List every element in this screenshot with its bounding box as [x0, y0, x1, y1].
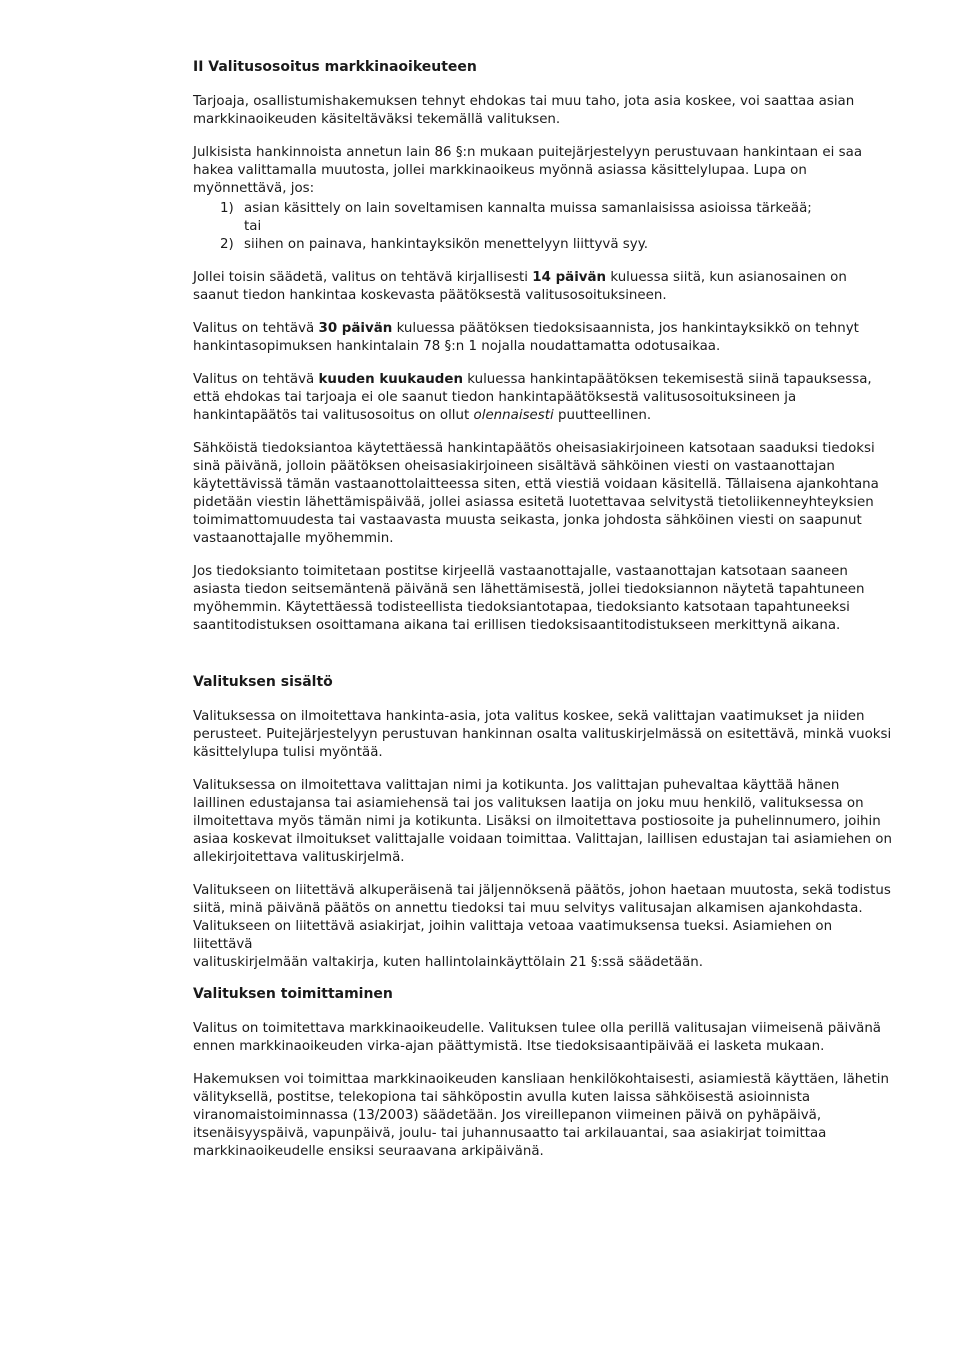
- para-6-months: [193, 371, 893, 425]
- list-item: [220, 200, 893, 218]
- document-title: II Valitusosoitus markkinaoikeuteen: [193, 59, 477, 75]
- condition-list: [193, 200, 893, 254]
- text-segment: Valitus on tehtävä: [193, 321, 319, 336]
- text-segment: Valitus on tehtävä: [193, 372, 319, 387]
- para-30-days: [193, 320, 893, 356]
- delivery-paragraph: Valitus on toimitettava markkinaoikeudelle. Valituksen tulee olla perillä valitusajan viimeisenä päivänä ennen markkinaoikeuden virka-ajan päättymistä. Itse tiedoksisaantipäivää ei lasketa mukaan.: [193, 1021, 882, 1054]
- text-segment: kuluessa siitä, kun asianosainen on saanut tiedon hankintaa koskevasta päätöksestä valitusosoituksineen.: [193, 270, 847, 303]
- para-postal-service: Jos tiedoksianto toimitetaan postitse kirjeellä vastaanottajalle, vastaanottajan katsotaan saaneen asiasta tiedon seitsemäntenä päivänä sen lähettämisestä, jollei tiedoksiannon näytetä tapahtuneen myöhemmin. Käytettäessä todisteellista tiedoksiantotapaa, tiedoksianto katsotaan tapahtuneeksi saantitodistuksen osoittamana aikana tai erillisen tiedoksisaantitodistukseen merkittynä aikana.: [193, 564, 865, 633]
- text-segment: Jollei toisin säädetä, valitus on tehtävä kirjallisesti: [193, 270, 533, 285]
- para-electronic-service: Sähköistä tiedoksiantoa käytettäessä hankintapäätös oheisasiakirjoineen katsotaan saaduksi tiedoksi sinä päivänä, jolloin päätöksen oheisasiakirjoineen sisältävä sähköinen viesti on vastaanottajan käytettävissä tämän vastaanottolaitteessa siten, että viestiä voidaan käsitellä. Tällaisena ajankohtana pidetään viestin lähettämispäivää, jollei asiassa esitetä luotettavaa selvitystä tietoliikenneyhteyksien toimimattomuudesta tai vastaavasta muusta seikasta, jonka johdosta sähköinen viesti on saapunut vastaanottajalle myöhemmin.: [193, 441, 879, 546]
- list-item: [220, 236, 893, 254]
- emphasis-italic: olennaisesti: [473, 408, 554, 423]
- list-text: asian käsittely on lain soveltamisen kannalta muissa samanlaisissa asioissa tärkeää;: [244, 201, 812, 216]
- emphasis-bold: 14 päivän: [532, 270, 607, 285]
- text-segment: valituskirjelmään valtakirja, kuten hallintolainkäyttölain 21 §:ssä säädetään.: [193, 955, 704, 970]
- text-segment: kuluessa päätöksen tiedoksisaannista, jos hankintayksikkö on tehnyt hankintasopimuksen hankintalain 78 §:n 1 nojalla noudattamatta odotusaikaa.: [193, 321, 859, 354]
- para-14-days: [193, 269, 893, 305]
- document-content: [193, 58, 893, 1176]
- list-text: siihen on painava, hankintayksikön menettelyyn liittyvä syy.: [244, 237, 648, 252]
- emphasis-bold: 30 päivän: [318, 321, 393, 336]
- content-paragraph-attachments: [193, 882, 893, 972]
- delivery-paragraph: Hakemuksen voi toimittaa markkinaoikeuden kansliaan henkilökohtaisesti, asiamiestä käyttäen, lähetin välityksellä, postitse, telekopiona tai sähköpostin avulla kuten laissa sähköisestä asioinnista viranomaistoiminnassa (13/2003) säädetään. Jos vireillepanon viimeinen päivä on pyhäpäivä, itsenäisyyspäivä, vapunpäivä, joulu- tai juhannusaatto tai arkilauantai, saa asiakirjat toimittaa markkinaoikeudelle ensiksi seuraavana arkipäivänä.: [193, 1072, 889, 1159]
- emphasis-bold: kuuden kuukauden: [318, 372, 463, 387]
- intro-paragraph: Tarjoaja, osallistumishakemuksen tehnyt ehdokas tai muu taho, jota asia koskee, voi saattaa asian markkinaoikeuden käsiteltäväksi tekemällä valituksen.: [193, 94, 855, 127]
- text-segment: Valitukseen on liitettävä alkuperäisenä tai jäljennöksenä päätös, johon haetaan muutosta, sekä todistus siitä, minä päivänä päätös on annettu tiedoksi tai muu selvitys valitusajan alkamisen ajankohdasta. Valitukseen on liitettävä asiakirjat, joihin valittaja vetoaa vaatimuksensa tueksi. Asiamiehen on liitettävä: [193, 883, 891, 952]
- list-connector: tai: [244, 219, 262, 234]
- para-86: Julkisista hankinnoista annetun lain 86 §:n mukaan puitejärjestelyyn perustuvaan hankintaan ei saa hakea valittamalla muutosta, jollei markkinaoikeus myönnä asiassa käsittelylupaa. Lupa on myönnettävä, jos:: [193, 145, 863, 196]
- content-paragraph: Valituksessa on ilmoitettava hankinta-asia, jota valitus koskee, sekä valittajan vaatimukset ja niiden perusteet. Puitejärjestelyyn perustuvan hankinnan osalta valituskirjelmässä on esitettävä, minkä vuoksi käsittelylupa tulisi myöntää.: [193, 709, 892, 760]
- section-heading-delivery: Valituksen toimittaminen: [193, 986, 393, 1002]
- text-segment: kuluessa hankintapäätöksen tekemisestä siinä tapauksessa, että ehdokas tai tarjoaja ei ole saanut tiedon hankintapäätöksestä valitusosoituksineen ja hankintapäätös tai valitusosoitus on ollut: [193, 372, 872, 423]
- content-paragraph: Valituksessa on ilmoitettava valittajan nimi ja kotikunta. Jos valittajan puhevaltaa käyttää hänen laillinen edustajansa tai asiamiehensä tai jos valituksen laatija on joku muu henkilö, valituksessa on ilmoitettava myös tämän nimi ja kotikunta. Lisäksi on ilmoitettava postiosoite ja puhelinnumero, joihin asiaa koskevat ilmoitukset valittajalle voidaan toimittaa. Valittajan, laillisen edustajan tai asiamiehen on allekirjoitettava valituskirjelmä.: [193, 778, 892, 865]
- text-segment: puutteellinen.: [553, 408, 652, 423]
- list-number: 2): [220, 237, 234, 252]
- section-heading-content: Valituksen sisältö: [193, 674, 333, 690]
- list-number: 1): [220, 201, 234, 216]
